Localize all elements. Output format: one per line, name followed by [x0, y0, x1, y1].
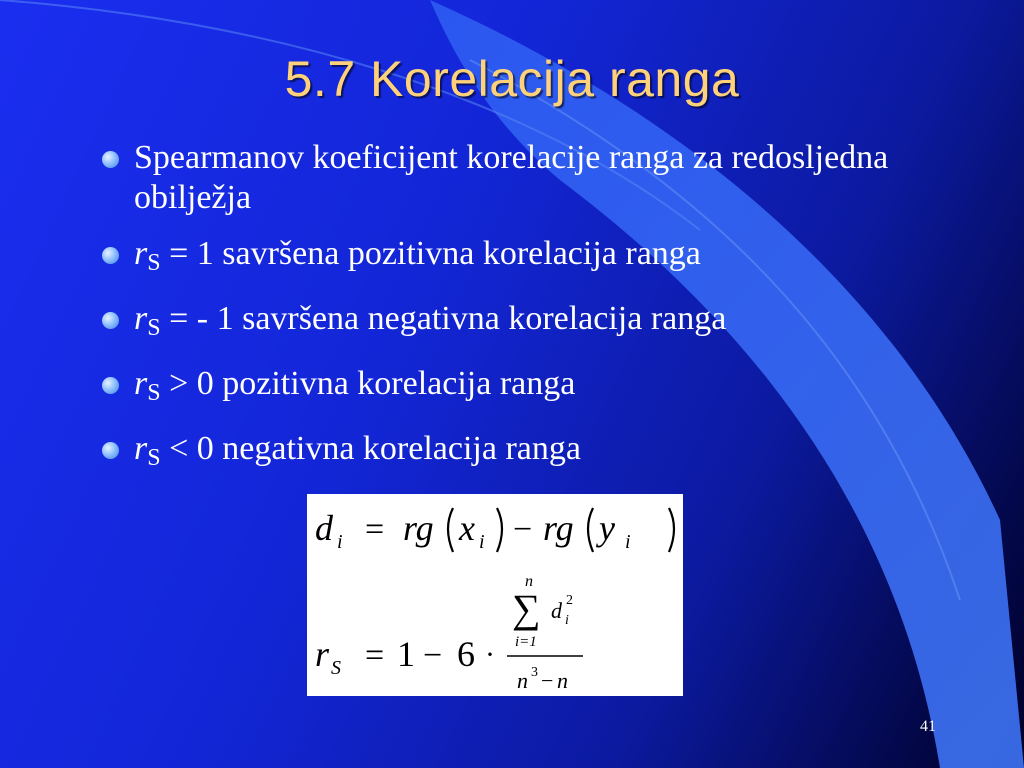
bullet-item	[100, 364, 960, 413]
formula-minus: −	[513, 511, 533, 548]
rs-subscript: S	[147, 250, 161, 276]
formula-r-subscript: S	[331, 657, 341, 679]
formula-d: d	[315, 508, 333, 548]
formula-rg-x: rg	[403, 508, 434, 548]
bullet-icon	[102, 151, 119, 168]
formula-y-subscript: i	[625, 531, 631, 553]
formula-d-2: d	[551, 598, 562, 623]
formula-equals-2: =	[365, 637, 385, 674]
formula-sum-lower: i=1	[515, 634, 537, 650]
formula-spearman	[315, 573, 583, 693]
formula-sum-upper: n	[525, 573, 533, 590]
formula-den-n: n	[517, 668, 528, 693]
bullet-icon	[102, 377, 119, 394]
formula-x: x	[459, 508, 475, 548]
rs-symbol: r	[134, 235, 148, 272]
bullet-item	[100, 138, 960, 218]
bullet-list	[100, 138, 960, 494]
formula-x-subscript: i	[479, 531, 485, 553]
bullet-text: = 1 savršena pozitivna korelacija ranga	[160, 235, 701, 272]
formula-equals: =	[365, 511, 385, 548]
bullet-text: > 0 pozitivna korelacija ranga	[160, 365, 576, 402]
bullet-item	[100, 299, 960, 348]
formula-dot: ·	[485, 638, 495, 671]
formula-box	[307, 494, 683, 696]
formula-d2-subscript: i	[565, 613, 569, 628]
formula-den-cube: 3	[531, 665, 538, 680]
formula-rank-difference	[315, 508, 674, 553]
bullet-item	[100, 429, 960, 478]
page-number: 41	[920, 718, 936, 735]
formula-d-subscript: i	[337, 531, 343, 553]
formula-one: 1	[397, 634, 415, 674]
formula-rg-y: rg	[543, 508, 574, 548]
bullet-icon	[102, 312, 119, 329]
formula-den-n2: n	[557, 668, 568, 693]
rs-symbol: r	[134, 300, 148, 337]
formula-minus-2: −	[423, 637, 443, 674]
bullet-icon	[102, 442, 119, 459]
rs-subscript: S	[147, 380, 161, 406]
formula-r: r	[315, 634, 330, 674]
rs-symbol: r	[134, 365, 148, 402]
slide-title: 5.7 Korelacija ranga	[284, 51, 740, 107]
formula-sigma: ∑	[512, 586, 541, 631]
rs-subscript: S	[147, 315, 161, 341]
bullet-text: Spearmanov koeficijent korelacije ranga za redosljedna obilježja	[134, 139, 889, 216]
bullet-text: = - 1 savršena negativna korelacija ranga	[160, 300, 727, 337]
bullet-item	[100, 234, 960, 283]
bullet-text: < 0 negativna korelacija ranga	[160, 430, 581, 467]
formula-square: 2	[566, 593, 573, 608]
rs-symbol: r	[134, 430, 148, 467]
bullet-icon	[102, 247, 119, 264]
formula-six: 6	[457, 634, 475, 674]
formula-den-minus: −	[541, 668, 554, 693]
formula-y: y	[599, 508, 615, 548]
rs-subscript: S	[147, 445, 161, 471]
